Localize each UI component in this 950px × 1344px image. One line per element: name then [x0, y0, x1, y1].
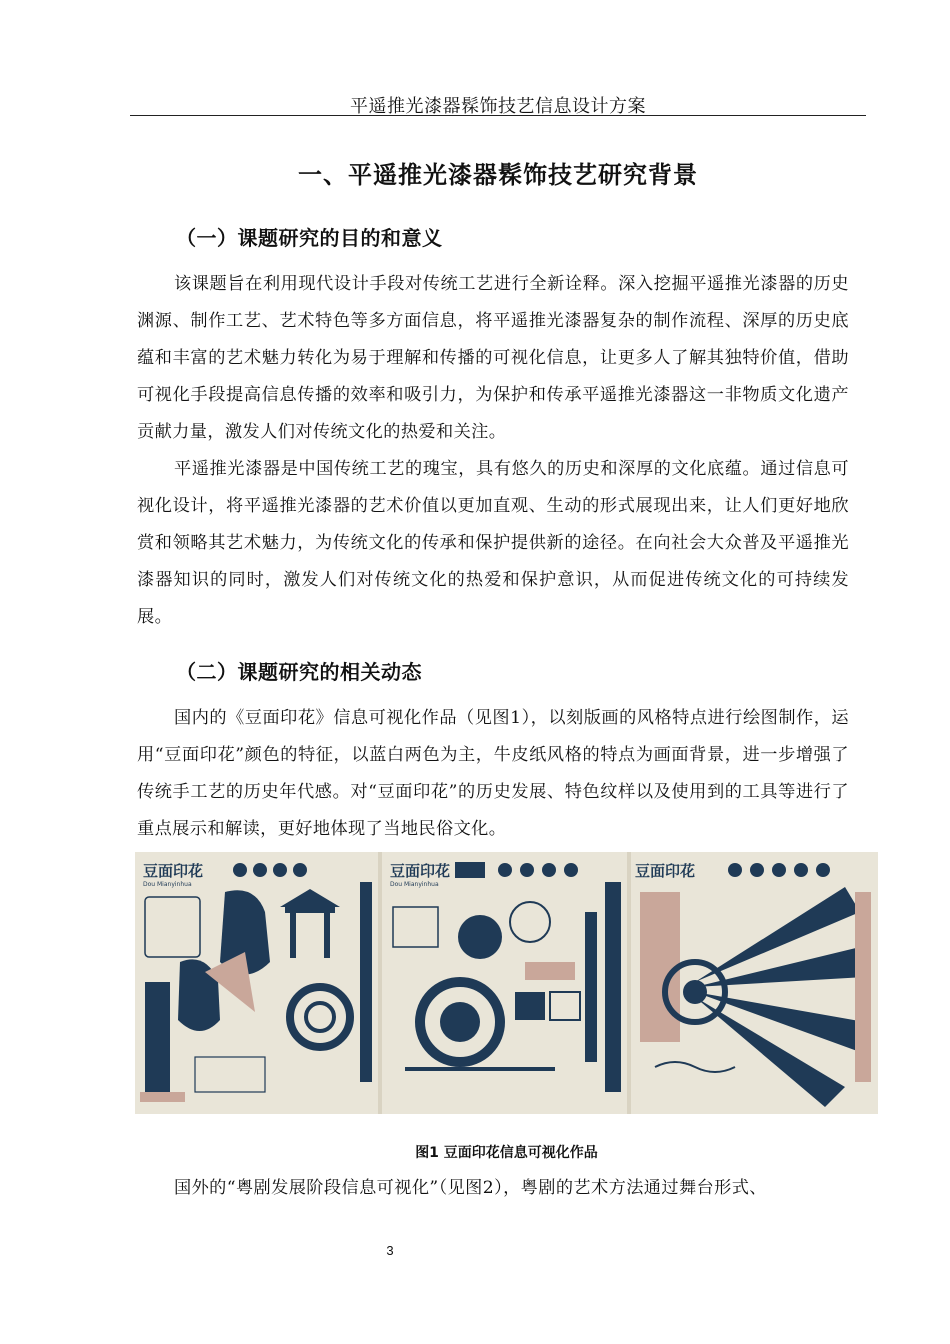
figure-caption: 图1 豆面印花信息可视化作品: [415, 1145, 598, 1161]
panel-2-title: 豆面印花: [390, 862, 451, 880]
paragraph-trends-2: 国外的“粤剧发展阶段信息可视化”（见图2），粤剧的艺术方法通过舞台形式、: [174, 1178, 767, 1198]
panel-1-title: 豆面印花: [143, 862, 204, 880]
panel-1-subtitle: Dou Mianyinhua: [143, 881, 192, 888]
paragraph-trends-1: 国内的《豆面印花》信息可视化作品（见图1），以刻版画的风格特点进行绘图制作，运用“豆面印花”颜色的特征，以蓝白两色为主，牛皮纸风格的特点为画面背景，进一步增强了传统手工艺的历史年代感。对“豆面印花”的历史发展、特色纹样以及使用到的工具等进行了重点展示和解读，更好地体现了当地民俗文化。: [137, 708, 849, 839]
panel-3-title: 豆面印花: [635, 862, 696, 880]
section-title: 一、平遥推光漆器髹饰技艺研究背景: [298, 161, 698, 189]
paragraph-purpose-1: 该课题旨在利用现代设计手段对传统工艺进行全新诠释。深入挖掘平遥推光漆器的历史渊源、制作工艺、艺术特色等多方面信息，将平遥推光漆器复杂的制作流程、深厚的历史底蕴和丰富的艺术魅力转化为易于理解和传播的可视化信息，让更多人了解其独特价值，借助可视化手段提高信息传播的效率和吸引力，为保护和传承平遥推光漆器这一非物质文化遗产贡献力量，激发人们对传统文化的热爱和关注。: [137, 274, 849, 442]
paragraph-purpose-2: 平遥推光漆器是中国传统工艺的瑰宝，具有悠久的历史和深厚的文化底蕴。通过信息可视化设计，将平遥推光漆器的艺术价值以更加直观、生动的形式展现出来，让人们更好地欣赏和领略其艺术魅力，为传统文化的传承和保护提供新的途径。在向社会大众普及平遥推光漆器知识的同时，激发人们对传统文化的热爱和保护意识，从而促进传统文化的可持续发展。: [137, 459, 849, 627]
header-rule: [130, 115, 866, 116]
subsection-title-purpose: （一）课题研究的目的和意义: [176, 226, 443, 250]
page-number: 3: [386, 1243, 394, 1258]
panel-2-subtitle: Dou Mianyinhua: [390, 881, 439, 888]
running-header: 平遥推光漆器髹饰技艺信息设计方案: [350, 96, 646, 117]
figure-doumian-yinhua: [135, 852, 878, 1114]
infographic-illustration: [135, 852, 878, 1114]
subsection-title-trends: （二）课题研究的相关动态: [176, 660, 422, 684]
